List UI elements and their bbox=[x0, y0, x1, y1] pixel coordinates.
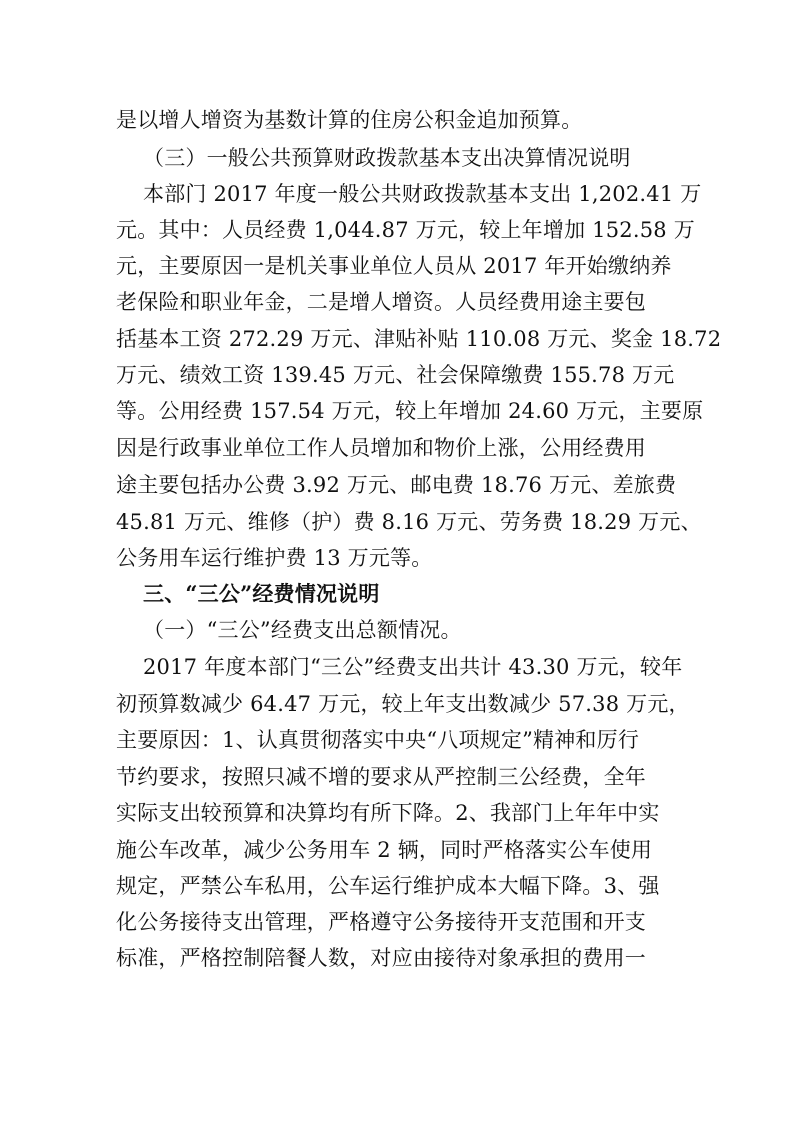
paragraph-line: 化公务接待支出管理，严格遵守公务接待开支范围和开支 bbox=[116, 910, 646, 934]
section-heading: （三）一般公共预算财政拨款基本支出决算情况说明 bbox=[143, 146, 631, 170]
paragraph-line: 施公车改革，减少公务用车 2 辆，同时严格落实公车使用 bbox=[116, 838, 653, 862]
paragraph-line: 元。其中：人员经费 1,044.87 万元，较上年增加 152.58 万 bbox=[116, 218, 695, 242]
paragraph-line: 等。公用经费 157.54 万元，较上年增加 24.60 万元，主要原 bbox=[116, 399, 704, 423]
paragraph-line: 因是行政事业单位工作人员增加和物价上涨，公用经费用 bbox=[116, 436, 646, 460]
paragraph-line: 45.81 万元、维修（护）费 8.16 万元、劳务费 18.29 万元、 bbox=[116, 510, 702, 534]
paragraph-line: 节约要求，按照只减不增的要求从严控制三公经费，全年 bbox=[116, 765, 646, 789]
paragraph-line: 2017 年度本部门“三公”经费支出共计 43.30 万元，较年 bbox=[143, 655, 683, 679]
paragraph-line: 是以增人增资为基数计算的住房公积金追加预算。 bbox=[116, 108, 583, 132]
paragraph-line: 初预算数减少 64.47 万元，较上年支出数减少 57.38 万元， bbox=[116, 692, 690, 716]
paragraph-line: 万元、绩效工资 139.45 万元、社会保障缴费 155.78 万元 bbox=[116, 363, 675, 387]
section-title: 三、“三公”经费情况说明 bbox=[143, 581, 380, 606]
paragraph-line: 实际支出较预算和决算均有所下降。2、我部门上年年中实 bbox=[116, 801, 660, 825]
paragraph-line: 本部门 2017 年度一般公共财政拨款基本支出 1,202.41 万 bbox=[143, 182, 702, 206]
paragraph-line: 元，主要原因一是机关事业单位人员从 2017 年开始缴纳养 bbox=[116, 254, 672, 278]
paragraph-line: 规定，严禁公车私用，公车运行维护成本大幅下降。3、强 bbox=[116, 874, 660, 898]
paragraph-line: 括基本工资 272.29 万元、津贴补贴 110.08 万元、奖金 18.72 bbox=[116, 327, 722, 351]
paragraph-line: 标准，严格控制陪餐人数，对应由接待对象承担的费用一 bbox=[116, 946, 646, 970]
paragraph-line: 老保险和职业年金，二是增人增资。人员经费用途主要包 bbox=[116, 290, 646, 314]
paragraph-line: 途主要包括办公费 3.92 万元、邮电费 18.76 万元、差旅费 bbox=[116, 473, 677, 497]
paragraph-line: 公务用车运行维护费 13 万元等。 bbox=[116, 546, 433, 570]
paragraph-line: 主要原因：1、认真贯彻落实中央“八项规定”精神和厉行 bbox=[116, 728, 640, 752]
subsection-heading: （一）“三公”经费支出总额情况。 bbox=[143, 618, 462, 642]
